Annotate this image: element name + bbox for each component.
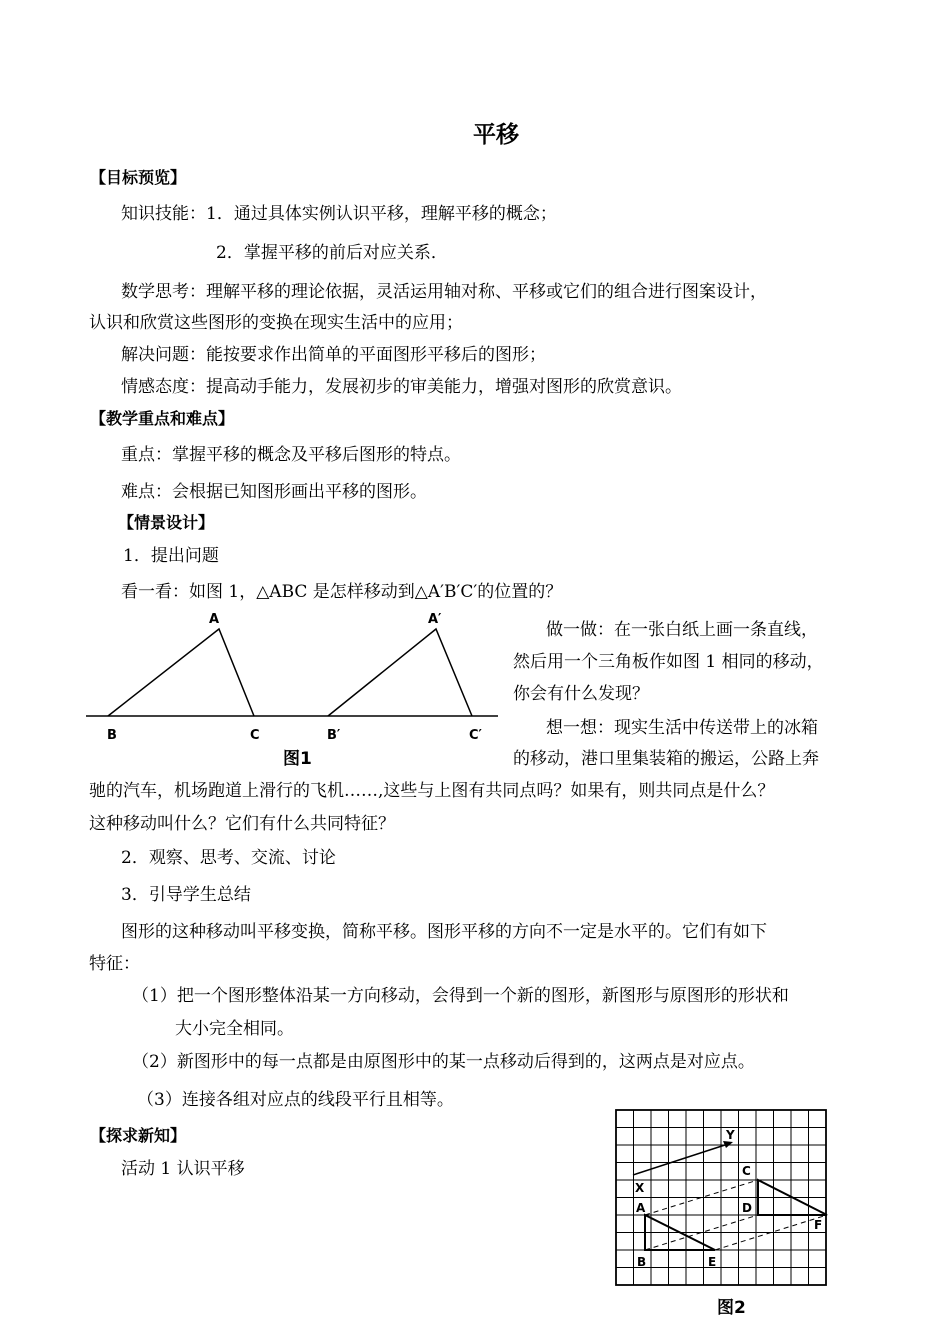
math-thinking-line-1: 数学思考：理解平移的理论依据，灵活运用轴对称、平移或它们的组合进行图案设计， <box>121 282 767 302</box>
knowledge-line-2: 2．掌握平移的前后对应关系． <box>216 243 448 263</box>
figure-2 <box>605 1100 835 1320</box>
summary-line-2: 特征： <box>89 954 140 974</box>
triangle-a2b2c2 <box>328 629 472 716</box>
look-line: 看一看：如图 1，△ABC 是怎样移动到△A′B′C′的位置的？ <box>121 582 563 602</box>
key-point-line: 重点：掌握平移的概念及平移后图形的特点。 <box>121 445 461 465</box>
figure-1-caption: 图1 <box>283 749 312 768</box>
scene-heading: 【情景设计】 <box>118 513 215 532</box>
think-line-3: 驰的汽车，机场跑道上滑行的飞机……,这些与上图有共同点吗？如果有，则共同点是什么？ <box>89 781 775 801</box>
fig1-label-b2: B′ <box>327 728 341 743</box>
figure-2-caption: 图2 <box>717 1298 746 1318</box>
feature1-line-1: （1）把一个图形整体沿某一方向移动，会得到一个新的图形，新图形与原图形的形状和 <box>132 986 789 1006</box>
step2-line: 2．观察、思考、交流、讨论 <box>121 848 336 868</box>
feature1-line-2: 大小完全相同。 <box>175 1019 294 1039</box>
think-line-2: 的移动，港口里集装箱的搬运，公路上奔 <box>513 749 819 769</box>
fig2-label-e: E <box>708 1255 717 1269</box>
step3-line: 3．引导学生总结 <box>121 885 251 905</box>
key-heading: 【教学重点和难点】 <box>90 409 235 428</box>
fig2-label-x: X <box>635 1181 645 1195</box>
do-line-2: 然后用一个三角板作如图 1 相同的移动， <box>513 652 824 672</box>
fig1-label-a2: A′ <box>428 612 442 627</box>
fig2-label-d: D <box>742 1201 752 1215</box>
feature3-line: （3）连接各组对应点的线段平行且相等。 <box>137 1090 454 1110</box>
explore-heading: 【探求新知】 <box>90 1126 187 1145</box>
summary-line-1: 图形的这种移动叫平移变换，简称平移。图形平移的方向不一定是水平的。它们有如下 <box>121 922 767 942</box>
step1-line: 1．提出问题 <box>123 546 219 566</box>
activity1-line: 活动 1 认识平移 <box>121 1159 245 1179</box>
triangle-abc <box>108 629 254 716</box>
attitude-line: 情感态度：提高动手能力，发展初步的审美能力，增强对图形的欣赏意识。 <box>121 377 682 397</box>
do-line-1: 做一做：在一张白纸上画一条直线， <box>546 620 818 640</box>
problem-solving-line: 解决问题：能按要求作出简单的平面图形平移后的图形； <box>121 345 546 365</box>
do-line-3: 你会有什么发现？ <box>513 684 649 704</box>
fig1-label-b: B <box>107 728 117 743</box>
math-thinking-line-2: 认识和欣赏这些图形的变换在现实生活中的应用； <box>89 313 463 333</box>
fig1-label-a: A <box>209 612 220 627</box>
think-line-1: 想一想：现实生活中传送带上的冰箱 <box>546 718 818 738</box>
fig2-label-y: Y <box>726 1128 735 1142</box>
page-title: 平移 <box>473 122 519 148</box>
fig2-label-b: B <box>637 1255 647 1269</box>
goals-heading: 【目标预览】 <box>90 168 187 187</box>
difficult-point-line: 难点：会根据已知图形画出平移的图形。 <box>121 482 427 502</box>
feature2-line: （2）新图形中的每一点都是由原图形中的某一点移动后得到的，这两点是对应点。 <box>132 1052 755 1072</box>
figure-1 <box>86 608 500 768</box>
fig1-label-c: C <box>250 728 260 743</box>
fig2-label-f: F <box>814 1218 823 1232</box>
fig2-label-a: A <box>636 1201 646 1215</box>
knowledge-line-1: 知识技能：1．通过具体实例认识平移，理解平移的概念； <box>121 204 557 224</box>
vector-xy <box>633 1144 728 1175</box>
fig2-label-c: C <box>742 1164 751 1178</box>
think-line-4: 这种移动叫什么？它们有什么共同特征？ <box>89 814 395 834</box>
fig1-label-c2: C′ <box>469 728 482 743</box>
